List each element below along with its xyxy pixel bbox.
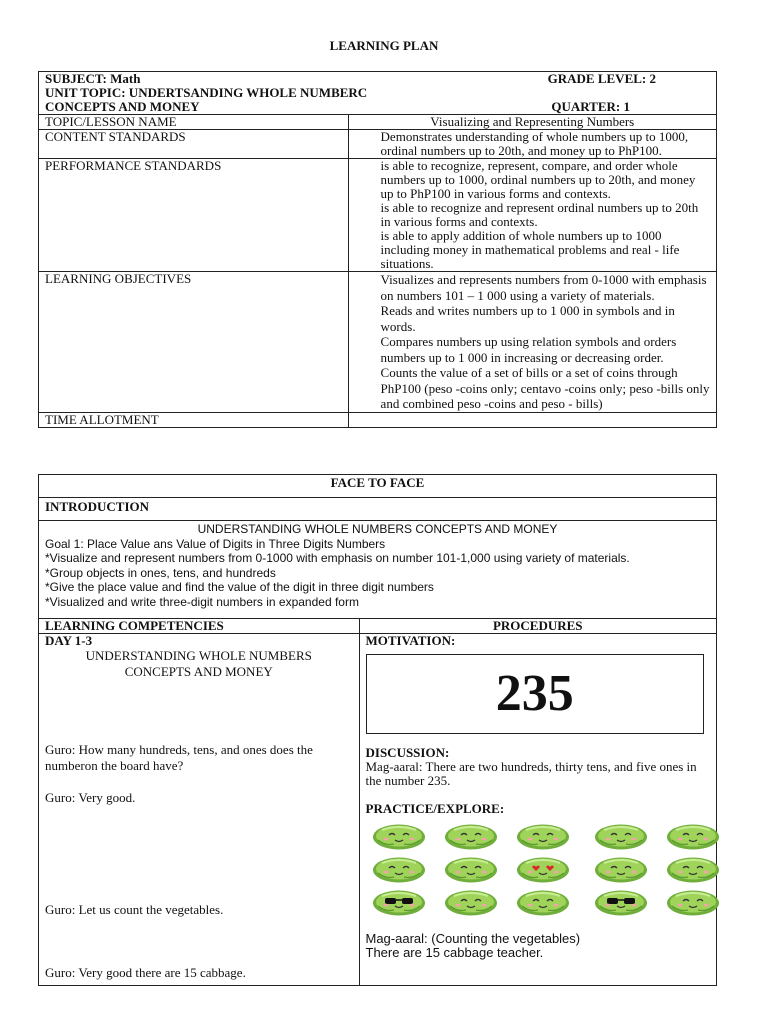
day-title-line1: UNDERSTANDING WHOLE NUMBERS: [85, 648, 312, 663]
introduction-content: [39, 521, 717, 619]
counting-line1: Mag-aaral: (Counting the vegetables): [365, 931, 581, 946]
cabbage-icon: [666, 888, 720, 916]
grade-level-label: GRADE LEVEL: 2: [547, 71, 656, 86]
competencies-cell: [39, 634, 360, 986]
list-item: Counts the value of a set of bills or a set of coins through PhP100 (peso -coins only; centavo -coins only; peso -bills only and combined peso -coins and peso - bills): [355, 365, 710, 412]
list-item: Reads and writes numbers up to 1 000 in symbols and in words.: [355, 303, 710, 334]
face-to-face-table: [38, 474, 717, 986]
learning-objectives-label: LEARNING OBJECTIVES: [39, 272, 349, 413]
discussion-label: DISCUSSION:: [365, 745, 450, 760]
cabbage-icon: [372, 888, 426, 916]
goal-item: *Group objects in ones, tens, and hundreds: [45, 565, 276, 580]
guro-question: Guro: How many hundreds, tens, and ones does the numberon the board have?: [45, 742, 313, 773]
board-number: 235: [366, 654, 705, 734]
performance-standards-row: [39, 159, 717, 272]
guro-count-vegetables: Guro: Let us count the vegetables.: [45, 902, 224, 917]
content-standards-label: CONTENT STANDARDS: [39, 130, 349, 159]
cabbage-icon: [594, 855, 648, 883]
content-standards-list: [348, 130, 716, 159]
bullet-icon: [355, 365, 381, 412]
procedures-label: PROCEDURES: [359, 619, 717, 634]
bullet-icon: [355, 272, 381, 303]
introduction-label: INTRODUCTION: [39, 498, 717, 521]
list-item: is able to recognize, represent, compare, and order whole numbers up to 1000, ordinal numbers up to 20th, and money up to PhP100 in various forms and contexts.: [355, 159, 710, 201]
bullet-icon: [355, 201, 381, 229]
unit-topic-line1: UNIT TOPIC: UNDERTSANDING WHOLE NUMBERC: [45, 85, 368, 100]
cabbage-icon: [444, 888, 498, 916]
topic-row: [39, 115, 717, 130]
bullet-icon: [355, 334, 381, 365]
cabbage-icon: [666, 855, 720, 883]
list-item: Compares numbers up using relation symbols and orders numbers up to 1 000 in increasing or decreasing order.: [355, 334, 710, 365]
bullet-icon: [355, 303, 381, 334]
bullet-icon: [355, 159, 381, 201]
cabbage-icon: [444, 822, 498, 850]
motivation-label: MOTIVATION:: [365, 633, 456, 648]
cabbage-icon: [372, 822, 426, 850]
unit-topic-line2: CONCEPTS AND MONEY: [45, 99, 200, 114]
quarter-label: QUARTER: 1: [551, 99, 630, 114]
counting-line2: There are 15 cabbage teacher.: [365, 945, 544, 960]
topic-label: TOPIC/LESSON NAME: [39, 115, 349, 130]
discussion-text: Mag-aaral: There are two hundreds, thirty tens, and five ones in the number 235.: [365, 759, 697, 788]
time-allotment-row: [39, 412, 717, 427]
introduction-row: [39, 498, 717, 521]
performance-standards-list: [348, 159, 716, 272]
time-allotment-value: [348, 412, 716, 427]
face-to-face-header: FACE TO FACE: [39, 475, 717, 498]
goal-text: Goal 1: Place Value ans Value of Digits in Three Digits Numbers: [45, 536, 386, 551]
cabbage-icon: [666, 822, 720, 850]
performance-standards-label: PERFORMANCE STANDARDS: [39, 159, 349, 272]
learning-plan-table: [38, 71, 717, 428]
learning-objectives-list: [348, 272, 716, 413]
time-allotment-label: TIME ALLOTMENT: [39, 412, 349, 427]
procedures-cell: [359, 634, 717, 986]
guro-final: Guro: Very good there are 15 cabbage.: [45, 965, 246, 980]
cabbage-icon: [516, 855, 570, 883]
list-item: Visualizes and represents numbers from 0-1000 with emphasis on numbers 101 – 1 000 using a variety of materials.: [355, 272, 710, 303]
cabbage-icon: [516, 888, 570, 916]
learning-competencies-label: LEARNING COMPETENCIES: [39, 619, 360, 634]
cabbage-icon: [594, 888, 648, 916]
bullet-icon: [355, 130, 381, 158]
learning-objectives-row: [39, 272, 717, 413]
introduction-title: UNDERSTANDING WHOLE NUMBERS CONCEPTS AND MONEY: [197, 522, 558, 536]
day-label: DAY 1-3: [45, 633, 93, 648]
day-title-line2: CONCEPTS AND MONEY: [124, 664, 273, 679]
guro-very-good: Guro: Very good.: [45, 790, 136, 805]
bullet-icon: [355, 229, 381, 271]
topic-value: Visualizing and Representing Numbers: [348, 115, 716, 130]
practice-label: PRACTICE/EXPLORE:: [365, 801, 505, 816]
list-item: is able to recognize and represent ordinal numbers up to 20th in various forms and contexts.: [355, 201, 710, 229]
cabbage-icon: [372, 855, 426, 883]
list-item: is able to apply addition of whole numbers up to 1000 including money in mathematical problems and real - life situations.: [355, 229, 710, 271]
goal-item: *Visualize and represent numbers from 0-1000 with emphasis on number 101-1,000 using variety of materials.: [45, 551, 630, 565]
content-standards-row: [39, 130, 717, 159]
lesson-body-row: [39, 634, 717, 986]
subject-label: SUBJECT: Math: [45, 71, 141, 86]
vegetable-grid: [366, 822, 711, 924]
list-item: Demonstrates understanding of whole numbers up to 1000, ordinal numbers up to 20th, and money up to PhP100.: [355, 130, 710, 158]
cabbage-icon: [594, 822, 648, 850]
face-to-face-header-row: [39, 475, 717, 498]
goal-item: *Give the place value and find the value of the digit in three digit numbers: [45, 580, 434, 594]
goal-item: *Visualized and write three-digit numbers in expanded form: [45, 594, 359, 609]
columns-header-row: [39, 619, 717, 634]
document-title: LEARNING PLAN: [329, 38, 439, 53]
introduction-content-row: [39, 521, 717, 619]
plan-header-row: [39, 72, 717, 115]
cabbage-icon: [516, 822, 570, 850]
cabbage-icon: [444, 855, 498, 883]
